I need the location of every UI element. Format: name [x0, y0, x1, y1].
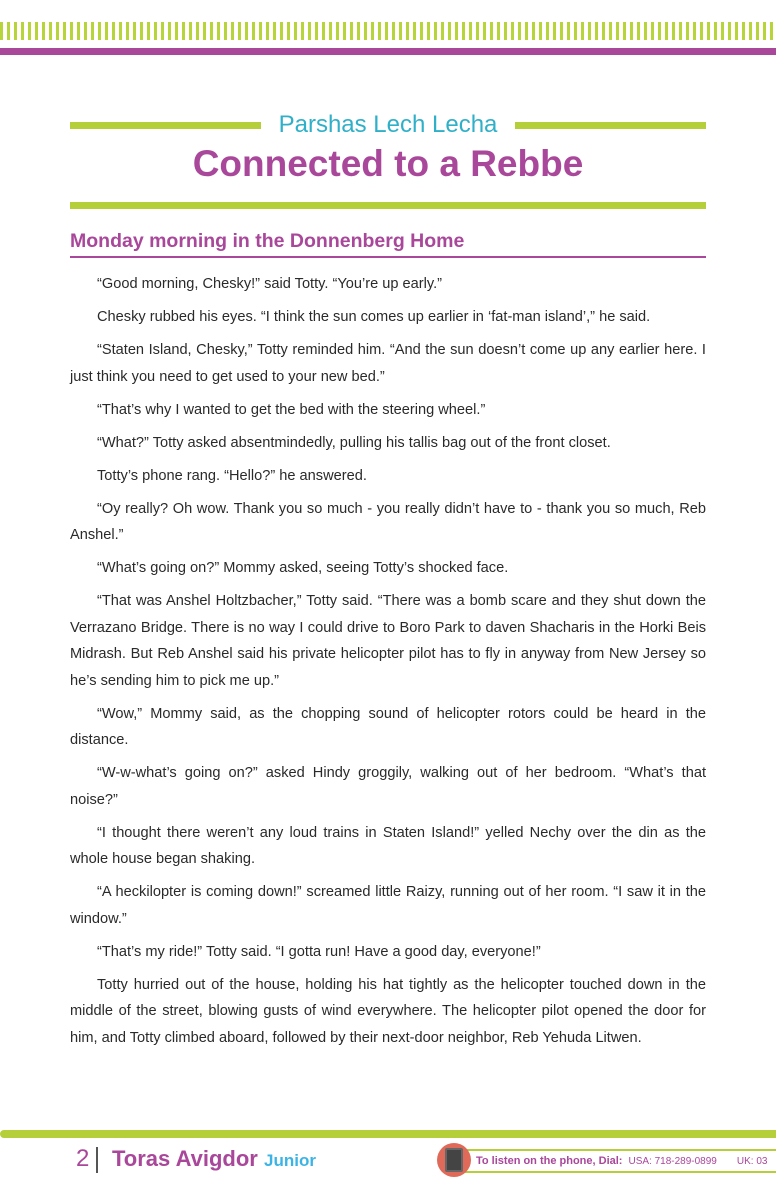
parsha-header: [70, 110, 706, 140]
divider: [70, 122, 261, 129]
paragraph: “Staten Island, Chesky,” Totty reminded him. “And the sun doesn’t come up any earlier here. I just think you need to get used to your new bed.”: [70, 342, 706, 385]
dial-label: To listen on the phone, Dial:: [476, 1155, 623, 1167]
story-body: [70, 271, 706, 1058]
paragraph: “A heckilopter is coming down!” screamed little Raizy, running out of her room. “I saw it in the window.”: [70, 884, 706, 927]
divider: [70, 202, 706, 209]
paragraph: “That’s my ride!” Totty said. “I gotta run! Have a good day, everyone!”: [97, 943, 541, 960]
paragraph: “Wow,” Mommy said, as the chopping sound of helicopter rotors could be heard in the distance.: [70, 705, 706, 748]
paragraph: Chesky rubbed his eyes. “I think the sun comes up earlier in ‘fat-man island’,” he said.: [97, 309, 651, 325]
paragraph: “That was Anshel Holtzbacher,” Totty said. “There was a bomb scare and they shut down the Verrazano Bridge. There is no way I could drive to Boro Park to daven Shacharis in the Horki Beis Midrash. But Reb Anshel said his private helicopter pilot has to fly in anyway from New Jersey so he’s sending him to pick me up.”: [70, 593, 706, 689]
section-heading: Monday morning in the Donnenberg Home: [70, 230, 706, 258]
paragraph: “What’s going on?” Mommy asked, seeing Totty’s shocked face.: [97, 560, 509, 576]
page-title: Connected to a Rebbe: [192, 143, 584, 184]
uk-number: UK: 03: [736, 1155, 768, 1167]
phone-icon: [437, 1143, 471, 1177]
usa-number: USA: 718-289-0899: [628, 1155, 717, 1167]
dial-info: [464, 1149, 776, 1173]
top-tick-border: [0, 22, 776, 40]
paragraph: “Good morning, Chesky!” said Totty. “You’re up early.”: [97, 276, 442, 292]
brand-logo: [112, 1146, 316, 1172]
divider: [515, 122, 706, 129]
brand-sub: Junior: [264, 1151, 316, 1170]
paragraph: “That’s why I wanted to get the bed with the steering wheel.”: [97, 401, 486, 418]
top-purple-bar: [0, 48, 776, 55]
paragraph: “W-w-what’s going on?” asked Hindy groggily, walking out of her bedroom. “What’s that noise?”: [70, 765, 706, 808]
footer-bar: [0, 1130, 776, 1138]
page-number: 2: [76, 1145, 90, 1172]
brand-main: Toras Avigdor: [112, 1146, 258, 1171]
paragraph: Totty hurried out of the house, holding his hat tightly as the helicopter touched down in the middle of the street, blowing gusts of wind everywhere. The helicopter pilot opened the door for him, and Totty climbed aboard, followed by their next-door neighbor, Reb Yehuda Litwen.: [70, 976, 706, 1046]
parsha-name: Parshas Lech Lecha: [278, 111, 498, 138]
paragraph: “What?” Totty asked absentmindedly, pulling his tallis bag out of the front closet.: [97, 434, 611, 451]
divider: [96, 1147, 98, 1173]
paragraph: “Oy really? Oh wow. Thank you so much - you really didn’t have to - thank you so much, Reb Anshel.”: [70, 500, 706, 543]
paragraph: “I thought there weren’t any loud trains in Staten Island!” yelled Nechy over the din as the whole house began shaking.: [70, 824, 706, 867]
paragraph: Totty’s phone rang. “Hello?” he answered.: [97, 467, 367, 484]
